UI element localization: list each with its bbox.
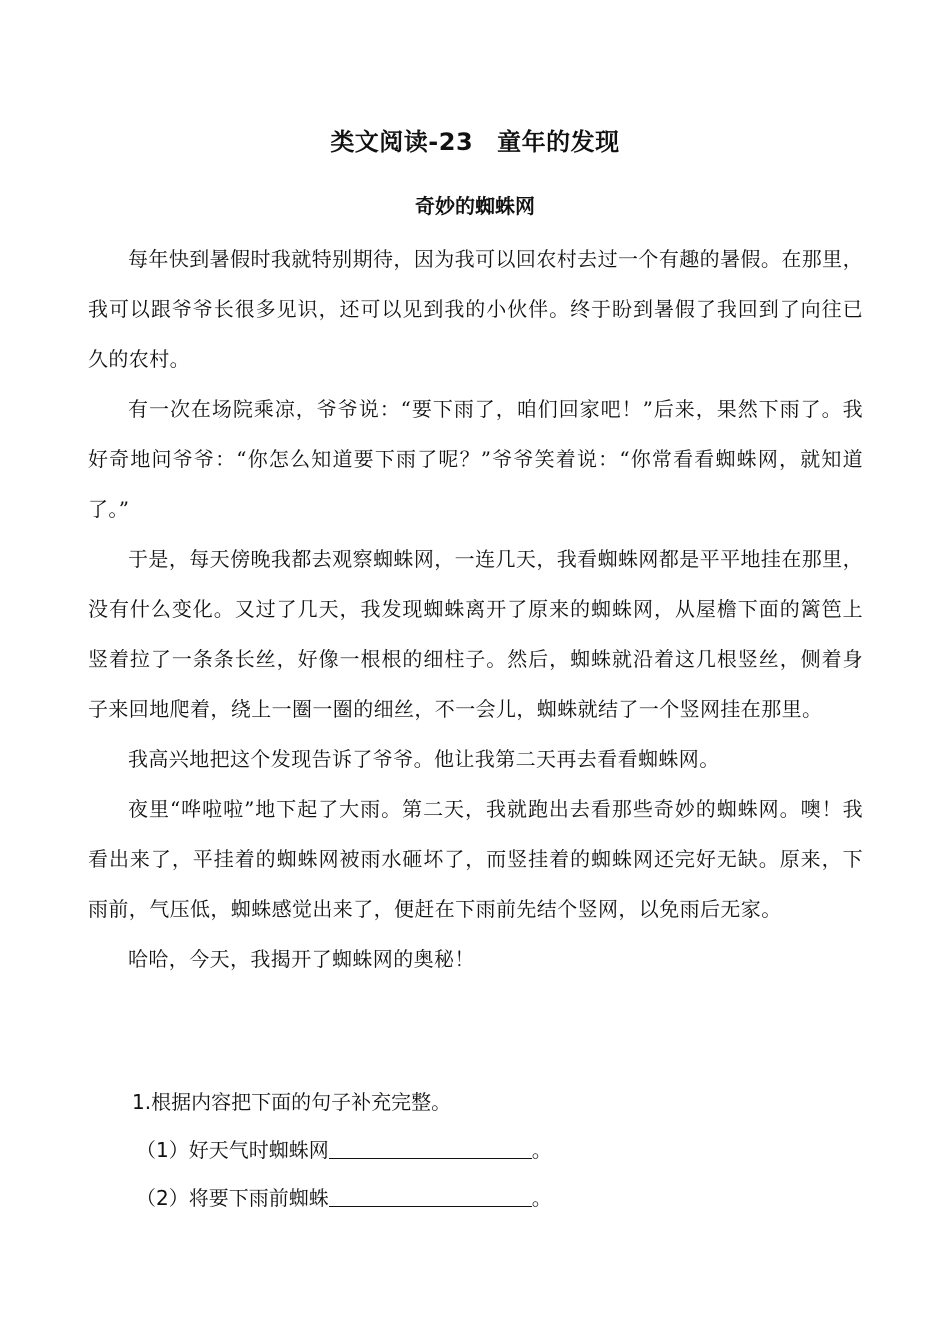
- title-series: 类文阅读-23: [330, 128, 474, 156]
- title-unit: 童年的发现: [497, 128, 620, 156]
- question-item-end: 。: [531, 1138, 552, 1162]
- answer-blank[interactable]: [329, 1186, 532, 1207]
- question-prompt: 1.根据内容把下面的句子补充完整。: [132, 1090, 452, 1114]
- paragraph: 有一次在场院乘凉，爷爷说：“要下雨了，咱们回家吧！”后来，果然下雨了。我好奇地问爷爷：“你怎么知道要下雨了呢？”爷爷笑着说：“你常看看蜘蛛网，就知道了。”: [88, 397, 863, 521]
- paragraph: 夜里“哗啦啦”地下起了大雨。第二天，我就跑出去看那些奇妙的蜘蛛网。噢！我看出来了，平挂着的蜘蛛网被雨水砸坏了，而竖挂着的蜘蛛网还完好无缺。原来，下雨前，气压低，蜘蛛感觉出来了，便赶在下雨前先结个竖网，以免雨后无家。: [88, 797, 863, 921]
- paragraph: 于是，每天傍晚我都去观察蜘蛛网，一连几天，我看蜘蛛网都是平平地挂在那里，没有什么变化。又过了几天，我发现蜘蛛离开了原来的蜘蛛网，从屋檐下面的篱笆上竖着拉了一条条长丝，好像一根根的细柱子。然后，蜘蛛就沿着这几根竖丝，侧着身子来回地爬着，绕上一圈一圈的细丝，不一会儿，蜘蛛就结了一个竖网挂在那里。: [88, 547, 863, 721]
- question-item-label: （1）好天气时蜘蛛网: [136, 1138, 329, 1162]
- answer-blank[interactable]: [329, 1138, 532, 1159]
- paragraph: 每年快到暑假时我就特别期待，因为我可以回农村去过一个有趣的暑假。在那里，我可以跟爷爷长很多见识，还可以见到我的小伙伴。终于盼到暑假了我回到了向往已久的农村。: [88, 247, 863, 371]
- question-item: [88, 1126, 863, 1174]
- question-item-end: 。: [531, 1186, 552, 1210]
- question-item-label: （2）将要下雨前蜘蛛: [136, 1186, 329, 1210]
- question-section: [88, 1078, 863, 1222]
- page-title: [0, 124, 950, 160]
- paragraph: 哈哈，今天，我揭开了蜘蛛网的奥秘！: [128, 947, 475, 971]
- article-title: 奇妙的蜘蛛网: [415, 194, 535, 218]
- paragraph: 我高兴地把这个发现告诉了爷爷。他让我第二天再去看看蜘蛛网。: [128, 747, 720, 771]
- question-item: [88, 1174, 863, 1222]
- article-body: [88, 234, 863, 984]
